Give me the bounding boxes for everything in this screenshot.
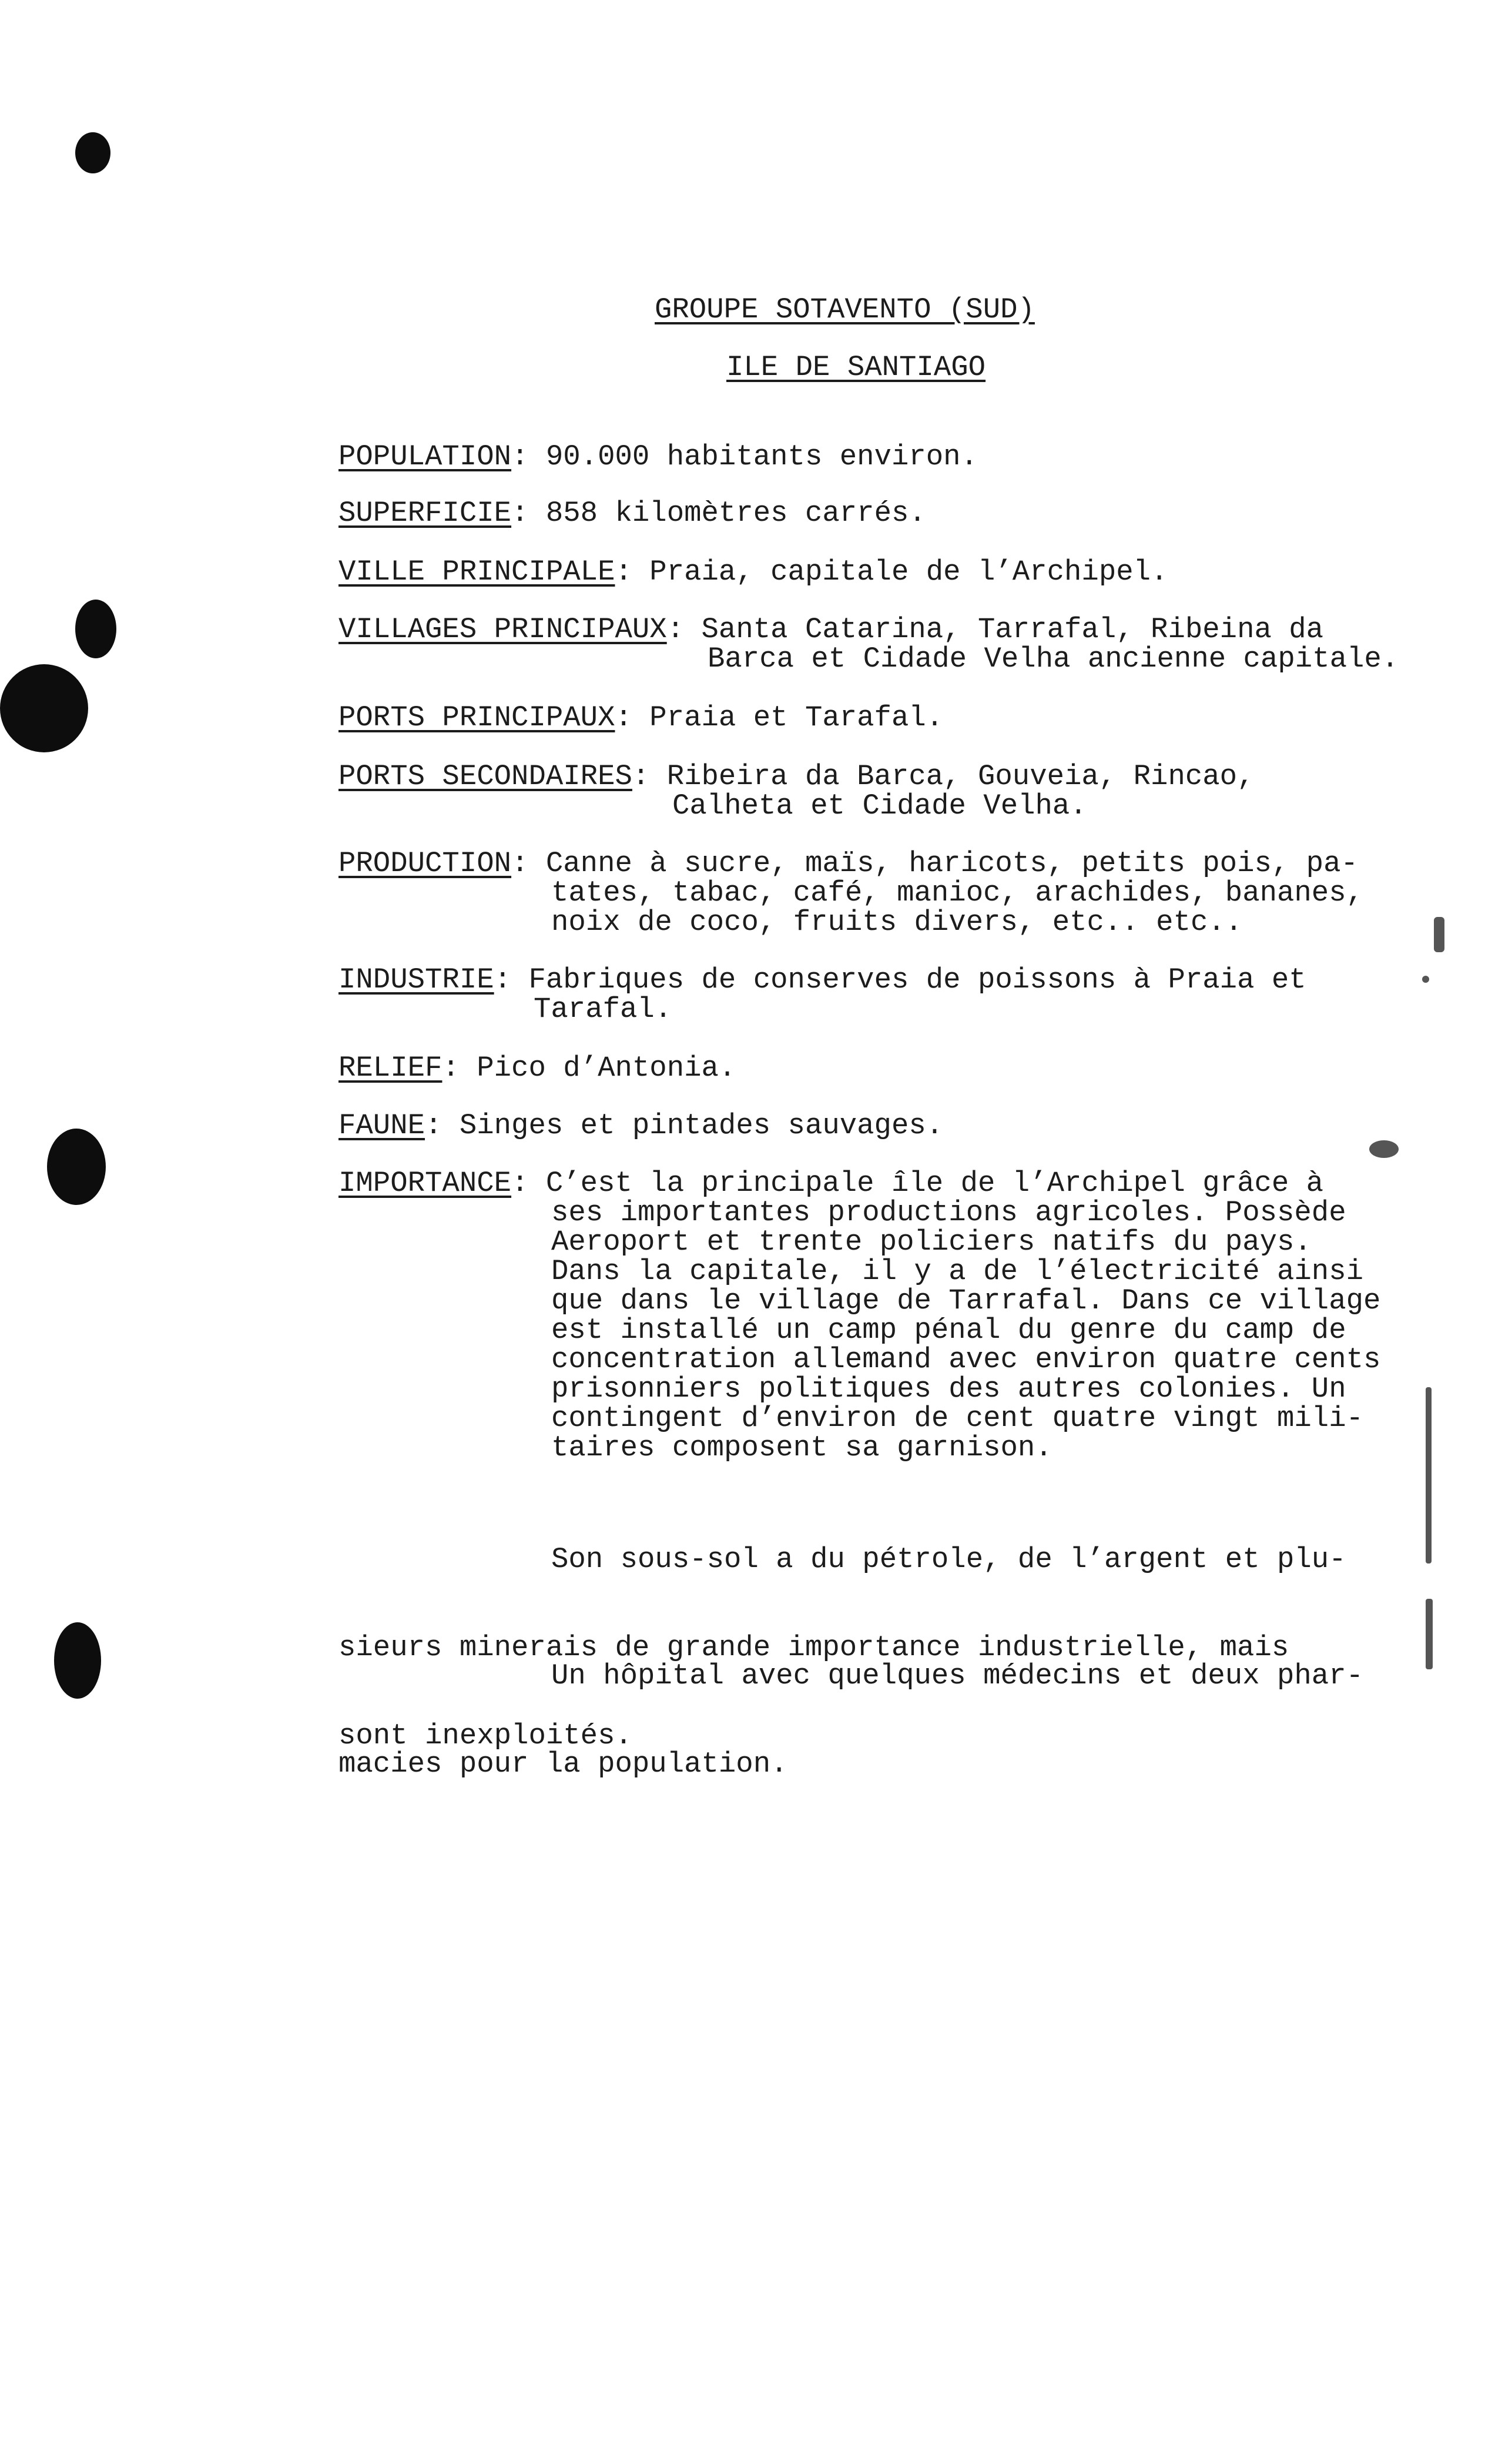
- population-text: 90.000 habitants environ.: [545, 440, 978, 473]
- ville-principale-label: VILLE PRINCIPALE: [338, 555, 615, 588]
- ports-secondaires-label: PORTS SECONDAIRES: [338, 760, 632, 793]
- entry-superficie: SUPERFICIE: 858 kilomètres carrés.: [338, 497, 926, 530]
- speck-2: [1422, 976, 1429, 983]
- importance-line4: Dans la capitale, il y a de l’électricité ainsi: [551, 1255, 1364, 1288]
- relief-text: Pico d’Antonia.: [477, 1052, 736, 1084]
- ville-principale-text: Praia, capitale de l’Archipel.: [649, 555, 1168, 588]
- entry-ports-secondaires: PORTS SECONDAIRES: Ribeira da Barca, Gouveia, Rincao, Calheta et Cidade Velha.: [338, 760, 1255, 822]
- speck-5: [1369, 1140, 1399, 1158]
- villages-principaux-label: VILLAGES PRINCIPAUX: [338, 613, 667, 646]
- production-line3: noix de coco, fruits divers, etc.. etc..: [551, 906, 1243, 939]
- villages-principaux-line2: Barca et Cidade Velha ancienne capitale.: [708, 642, 1399, 675]
- importance-line9: contingent d’environ de cent quatre vingt mili-: [551, 1402, 1364, 1435]
- ink-blot-hole-3: [47, 1129, 106, 1205]
- ink-blot-hole-1: [75, 600, 116, 658]
- ports-secondaires-line1: Ribeira da Barca, Gouveia, Rincao,: [666, 760, 1255, 793]
- production-label: PRODUCTION: [338, 847, 512, 880]
- speck-3: [1426, 1387, 1432, 1564]
- importance-line2: ses importantes productions agricoles. Possède: [551, 1196, 1346, 1229]
- importance-line10: taires composent sa garnison.: [551, 1431, 1052, 1464]
- ports-secondaires-line2: Calheta et Cidade Velha.: [672, 789, 1087, 822]
- entry-relief: RELIEF: Pico d’Antonia.: [338, 1052, 736, 1084]
- entry-importance: IMPORTANCE: C’est la principale île de l’Archipel grâce à ses importantes productions agricoles. Possède Aeroport et trente policiers natifs du pays. Dans la capitale, il y a de l’électricité ainsi que dans le village de Tarrafal. Dans ce village est installé un camp pénal du genre du camp de concentration allemand avec environ quatre cents prisonniers politiques des autres colonies. Un contingent d’environ de cent quatre vingt mili- taires composent sa garnison.: [338, 1167, 1381, 1464]
- importance-line8: prisonniers politiques des autres colonies. Un: [551, 1372, 1346, 1405]
- relief-label: RELIEF: [338, 1052, 443, 1084]
- importance-line5: que dans le village de Tarrafal. Dans ce village: [551, 1284, 1381, 1317]
- importance-line1: C’est la principale île de l’Archipel grâce à: [545, 1167, 1324, 1200]
- industrie-line2: Tarafal.: [534, 993, 672, 1026]
- production-line2: tates, tabac, café, manioc, arachides, bananes,: [551, 876, 1364, 909]
- population-label: POPULATION: [338, 440, 512, 473]
- faune-text: Singes et pintades sauvages.: [459, 1109, 944, 1142]
- importance-label: IMPORTANCE: [338, 1167, 512, 1200]
- villages-principaux-line1: Santa Catarina, Tarrafal, Ribeina da: [701, 613, 1324, 646]
- superficie-label: SUPERFICIE: [338, 497, 512, 530]
- sous-sol-line1: Son sous-sol a du pétrole, de l’argent et plu-: [551, 1543, 1346, 1576]
- sous-sol-line2: sieurs minerais de grande importance industrielle, mais: [338, 1631, 1289, 1664]
- entry-ville-principale: VILLE PRINCIPALE: Praia, capitale de l’Archipel.: [338, 555, 1168, 588]
- hopital-line1: Un hôpital avec quelques médecins et deux phar-: [551, 1659, 1364, 1692]
- ink-blot-top-left: [75, 132, 110, 173]
- entry-population: POPULATION: 90.000 habitants environ.: [338, 440, 978, 473]
- paragraph-hopital: [338, 1602, 1363, 1837]
- importance-line3: Aeroport et trente policiers natifs du pays.: [551, 1226, 1312, 1258]
- superficie-text: 858 kilomètres carrés.: [545, 497, 926, 530]
- industrie-line1: Fabriques de conserves de poissons à Praia et: [528, 963, 1306, 996]
- sous-sol-line3: sont inexploités.: [338, 1719, 632, 1752]
- entry-production: PRODUCTION: Canne à sucre, maïs, haricots, petits pois, pa- tates, tabac, café, manioc, arachides, bananes, noix de coco, fruits divers, etc.. etc..: [338, 847, 1364, 939]
- entry-faune: FAUNE: Singes et pintades sauvages.: [338, 1109, 944, 1142]
- island-title: ILE DE SANTIAGO: [726, 351, 986, 384]
- industrie-label: INDUSTRIE: [338, 963, 494, 996]
- ports-principaux-text: Praia et Tarafal.: [649, 701, 944, 734]
- ink-blot-hole-4: [54, 1622, 101, 1699]
- ink-blot-hole-2: [0, 664, 88, 752]
- speck-4: [1426, 1599, 1433, 1669]
- group-title: GROUPE SOTAVENTO (SUD): [655, 293, 1035, 326]
- production-line1: Canne à sucre, maïs, haricots, petits pois, pa-: [545, 847, 1358, 880]
- entry-villages-principaux: VILLAGES PRINCIPAUX: Santa Catarina, Tarrafal, Ribeina da Barca et Cidade Velha ancienne capitale.: [338, 613, 1399, 675]
- importance-line6: est installé un camp pénal du genre du camp de: [551, 1314, 1346, 1347]
- faune-label: FAUNE: [338, 1109, 425, 1142]
- ports-principaux-label: PORTS PRINCIPAUX: [338, 701, 615, 734]
- hopital-line2: macies pour la population.: [338, 1747, 788, 1780]
- importance-line7: concentration allemand avec environ quatre cents: [551, 1343, 1381, 1376]
- entry-ports-principaux: PORTS PRINCIPAUX: Praia et Tarafal.: [338, 701, 944, 734]
- speck-1: [1434, 917, 1444, 952]
- entry-industrie: INDUSTRIE: Fabriques de conserves de poissons à Praia et Tarafal.: [338, 963, 1306, 1026]
